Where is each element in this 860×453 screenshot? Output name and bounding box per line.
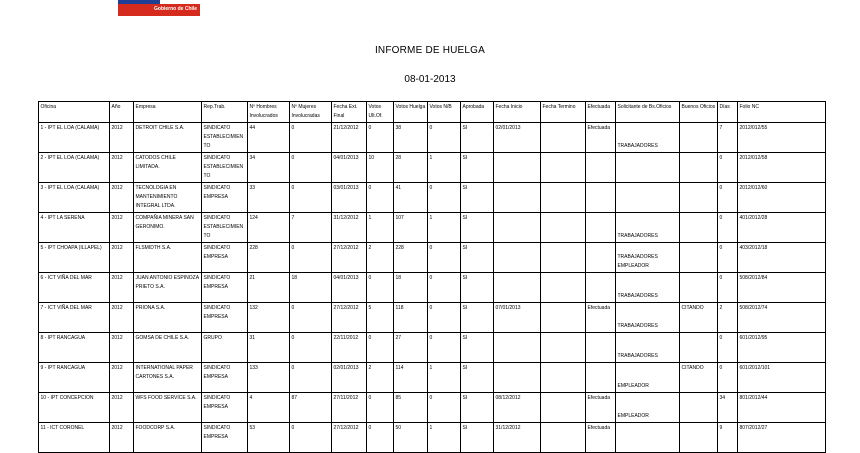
table-cell: 44 [248,123,290,153]
table-cell [616,183,680,213]
table-cell: 0 [718,333,738,363]
table-cell: 1 [428,153,461,183]
table-cell [541,333,586,363]
table-cell: PRIONA S.A. [134,303,202,333]
table-cell: 5 - IPT CHOAPA (ILLAPEL) [39,243,110,273]
table-cell: 401/2012/28 [738,213,826,243]
table-cell: 6 - ICT VIÑA DEL MAR [39,273,110,303]
table-cell: 114 [394,363,428,393]
table-cell: 807/2012/27 [738,423,826,453]
table-cell: SI [461,183,494,213]
table-cell [541,183,586,213]
column-header: Días [718,102,738,123]
table-cell [494,363,541,393]
table-cell: 34 [248,153,290,183]
table-cell: SI [461,363,494,393]
table-cell: 601/2012/101 [738,363,826,393]
table-cell [541,153,586,183]
column-header: Oficina [39,102,110,123]
table-cell [616,153,680,183]
table-cell [541,303,586,333]
table-cell [541,243,586,273]
table-cell: SINDICATO EMPRESA [202,303,248,333]
table-cell [541,213,586,243]
table-cell: 2012 [110,153,134,183]
table-cell: SI [461,333,494,363]
table-cell: TRABAJADORES [616,303,680,333]
table-row [39,333,826,363]
table-cell: Efectuada [586,303,616,333]
table-cell: 10 [367,153,394,183]
table-cell: 107 [394,213,428,243]
table-cell: 0 [428,333,461,363]
table-cell: 27/12/2012 [332,303,367,333]
table-row [39,213,826,243]
column-header: Rep.Trab. [202,102,248,123]
table-cell: 2 - IPT EL LOA (CALAMA) [39,153,110,183]
column-header: Buenos Oficios [680,102,718,123]
table-cell: SI [461,393,494,423]
table-cell: 4 [248,393,290,423]
table-cell: 0 [428,273,461,303]
table-cell [680,423,718,453]
table-cell: 0 [367,423,394,453]
table-row [39,393,826,423]
table-cell [680,183,718,213]
table-cell: 0 [428,303,461,333]
table-cell: 3 - IPT EL LOA (CALAMA) [39,183,110,213]
table-cell: 0 [290,243,332,273]
table-cell: SINDICATO EMPRESA [202,393,248,423]
logo-text: Gobierno de Chile [154,6,198,12]
table-cell [494,243,541,273]
table-cell: 7 [718,123,738,153]
table-cell: 2 [718,303,738,333]
table-cell: SI [461,273,494,303]
table-cell: 9 [718,423,738,453]
table-cell: 0 [428,123,461,153]
table-cell: CITANDO [680,363,718,393]
table-cell: 0 [367,333,394,363]
table-cell [541,363,586,393]
table-cell [586,153,616,183]
column-header: Fecha Ext. Final [332,102,367,123]
table-cell: FLSMIDTH S.A. [134,243,202,273]
table-cell: 87 [290,393,332,423]
table-cell: 2012 [110,363,134,393]
table-cell: 53 [248,423,290,453]
table-cell: 0 [290,333,332,363]
table-cell: 04/01/2013 [332,153,367,183]
table-cell: 07/01/2013 [494,303,541,333]
table-cell: 31 [248,333,290,363]
government-logo [118,0,200,16]
table-cell: EMPLEADOR [616,393,680,423]
table-cell: 02/01/2013 [494,123,541,153]
table-cell: SINDICATO ESTABLECIMIENTO [202,123,248,153]
table-cell: 0 [428,183,461,213]
table-cell: 18 [394,273,428,303]
table-cell: 27/11/2012 [332,393,367,423]
table-cell: Efectuada [586,423,616,453]
table-cell: 28 [394,153,428,183]
table-cell: 2012 [110,393,134,423]
table-cell: 1 [428,363,461,393]
table-cell: SINDICATO EMPRESA [202,243,248,273]
table-cell: 228 [248,243,290,273]
table-cell: 41 [394,183,428,213]
table-body [39,123,826,453]
table-cell: Efectuada [586,123,616,153]
table-cell [680,243,718,273]
table-cell: SI [461,303,494,333]
table-cell: 9 - IPT RANCAGUA [39,363,110,393]
table-cell: 1 [367,213,394,243]
table-cell: 0 [290,423,332,453]
table-cell: 2012/012/55 [738,123,826,153]
table-cell: FOODCORP S.A. [134,423,202,453]
table-cell: 2012/012/58 [738,153,826,183]
table-cell: TRABAJADORES [616,123,680,153]
table-cell: EMPLEADOR [616,363,680,393]
table-cell: 33 [248,183,290,213]
table-cell: 5 [367,303,394,333]
table-cell: TRABAJADORES [616,213,680,243]
table-cell: TECNOLOGIA EN MANTENIMIENTO INTEGRAL LTDA. [134,183,202,213]
table-cell: 02/01/2013 [332,363,367,393]
table-cell: DETROIT CHILE S.A. [134,123,202,153]
table-cell: SI [461,423,494,453]
table-cell: SI [461,243,494,273]
table-row [39,303,826,333]
column-header: Efectuada [586,102,616,123]
table-cell: 8 - IPT RANCAGUA [39,333,110,363]
table-cell [680,213,718,243]
table-cell [680,273,718,303]
column-header: Votos N/B [428,102,461,123]
table-cell [494,153,541,183]
table-cell: SINDICATO EMPRESA [202,423,248,453]
table-cell: 2012 [110,183,134,213]
table-row [39,423,826,453]
table-row [39,273,826,303]
table-cell: 1 [428,423,461,453]
column-header: Nº Hombres Involucrados [248,102,290,123]
table-cell [680,153,718,183]
table-cell: 21/12/2012 [332,123,367,153]
column-header: Folio NC [738,102,826,123]
table-cell: 403/2012/18 [738,243,826,273]
table-cell: 508/2012/84 [738,273,826,303]
column-header: Fecha Termino [541,102,586,123]
table-cell: TRABAJADORES [616,333,680,363]
report-title: INFORME DE HUELGA [374,45,486,56]
table-cell [541,393,586,423]
table-cell: 27 [394,333,428,363]
table-cell [680,393,718,423]
table-cell: GRUPO [202,333,248,363]
table-cell: 2012/012/60 [738,183,826,213]
table-cell [586,183,616,213]
table-cell: 2012 [110,303,134,333]
table-cell: 0 [367,183,394,213]
table-cell: 08/12/2012 [494,393,541,423]
table-cell: SI [461,153,494,183]
table-cell: INTERNATIONAL PAPER CARTONES S.A. [134,363,202,393]
table-cell [586,213,616,243]
table-cell [541,123,586,153]
strike-report-table [38,101,826,453]
table-cell: 2012 [110,423,134,453]
table-cell [586,273,616,303]
table-cell: 0 [367,123,394,153]
column-header: Solicitante de Bs.Oficios [616,102,680,123]
table-cell: 0 [290,183,332,213]
table-cell: 11 - ICT CORONEL [39,423,110,453]
column-header: Año [110,102,134,123]
table-cell: 18 [290,273,332,303]
table-cell [680,123,718,153]
table-cell: 133 [248,363,290,393]
column-header: Votos Huelga [394,102,428,123]
table-cell [541,423,586,453]
table-cell: 7 [290,213,332,243]
table-row [39,123,826,153]
table-cell: 04/01/2013 [332,273,367,303]
column-header: Fecha Inicio [494,102,541,123]
table-cell: 508/2012/74 [738,303,826,333]
table-cell: 0 [367,393,394,423]
table-row [39,363,826,393]
table-row [39,153,826,183]
column-header: Votos Ult.Of. [367,102,394,123]
table-cell [586,243,616,273]
table-cell: 0 [290,153,332,183]
table-cell: 0 [428,243,461,273]
table-cell: 2 [367,363,394,393]
table-cell [541,273,586,303]
table-cell [494,273,541,303]
report-date: 08-01-2013 [404,74,456,85]
table-cell: 0 [718,213,738,243]
table-cell: 22/11/2012 [332,333,367,363]
table-cell [680,333,718,363]
table-cell: SINDICATO ESTABLECIMIENTO [202,153,248,183]
table-cell: 0 [290,363,332,393]
table-cell: 2012 [110,243,134,273]
table-cell: 0 [428,393,461,423]
table-cell: SI [461,213,494,243]
table-cell: 601/2012/95 [738,333,826,363]
table-cell [494,183,541,213]
table-cell: 0 [290,303,332,333]
table-cell: TRABAJADORES EMPLEADOR [616,243,680,273]
table-cell [586,363,616,393]
table-cell: SI [461,123,494,153]
table-cell: 0 [718,243,738,273]
table-cell: 0 [718,183,738,213]
table-cell [494,213,541,243]
table-cell: 2012 [110,213,134,243]
table-cell: 31/12/2012 [332,213,367,243]
table-cell: 0 [290,123,332,153]
table-cell: 38 [394,123,428,153]
table-cell: WFS FOOD SERVICE S.A. [134,393,202,423]
table-cell: 0 [718,153,738,183]
table-cell: GOMSA DE CHILE S.A. [134,333,202,363]
table-cell: 85 [394,393,428,423]
column-header: Empresa [134,102,202,123]
table-cell: CITANDO [680,303,718,333]
table-cell: 4 - IPT LA SERENA [39,213,110,243]
table-cell: 0 [718,273,738,303]
table-cell [586,333,616,363]
table-cell: 118 [394,303,428,333]
table-cell: 27/12/2012 [332,243,367,273]
table-cell: 801/2012/44 [738,393,826,423]
table-cell: 21 [248,273,290,303]
table-cell: 124 [248,213,290,243]
table-cell: 03/01/2013 [332,183,367,213]
table-cell: Efectuada [586,393,616,423]
table-cell: TRABAJADORES [616,273,680,303]
table-header-row [39,102,826,123]
table-cell: 34 [718,393,738,423]
table-cell: 2 [367,243,394,273]
column-header: Nº Mujeres Involucradas [290,102,332,123]
table-cell: 0 [367,273,394,303]
table-cell: 1 - IPT EL LOA (CALAMA) [39,123,110,153]
table-row [39,183,826,213]
table-cell: 2012 [110,123,134,153]
table-cell: CATODOS CHILE LIMITADA. [134,153,202,183]
table-cell: COMPAÑIA MINERA SAN GERONIMO. [134,213,202,243]
table-cell: 27/12/2012 [332,423,367,453]
table-cell: 10 - IPT CONCEPCION [39,393,110,423]
table-cell [616,423,680,453]
table-cell [494,333,541,363]
table-cell: 31/12/2012 [494,423,541,453]
column-header: Aprobada [461,102,494,123]
table-cell: SINDICATO ESTABLECIMIENTO [202,213,248,243]
table-cell: 0 [718,363,738,393]
table-cell: 7 - ICT VIÑA DEL MAR [39,303,110,333]
table-cell: 228 [394,243,428,273]
table-cell: 50 [394,423,428,453]
table-row [39,243,826,273]
table-cell: SINDICATO EMPRESA [202,363,248,393]
table-cell: SINDICATO EMPRESA [202,183,248,213]
table-cell: 132 [248,303,290,333]
table-cell: 2012 [110,333,134,363]
table-cell: 1 [428,213,461,243]
table-cell: JUAN ANTONIO ESPINOZA PRIETO S.A. [134,273,202,303]
table-cell: SINDICATO EMPRESA [202,273,248,303]
table-cell: 2012 [110,273,134,303]
